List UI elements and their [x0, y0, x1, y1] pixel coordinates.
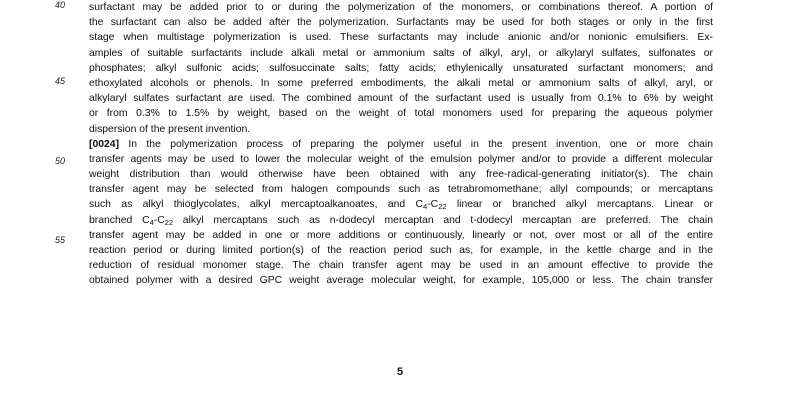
- text-line: reduction of residual monomer stage. The chain transfer agent may be used in an amount effective to provide the: [89, 260, 713, 272]
- line-number-55: 55: [55, 235, 66, 245]
- paragraph-tag: [0024]: [89, 138, 120, 150]
- text-line: reaction period or during limited portion(s) of the reaction period such as, for example, in the kettle charge and in the: [89, 245, 713, 256]
- line-number-40: 40: [55, 0, 66, 10]
- text-line: such as alkyl thioglycolates, alkyl mercaptoalkanoates, and $C_4-C_{22}$ linear or branched alkyl mercaptans. Linear or: [89, 199, 713, 212]
- text-line: branched $C_4-C_{22}$ alkyl mercaptans such as n-dodecyl mercaptan and t-dodecyl mercaptan are preferred. The chain: [89, 214, 713, 227]
- text-line: alkylaryl sulfates surfactant are used. The combined amount of the surfactant used is usually from 0.1% to 6% by weight: [89, 93, 713, 105]
- paragraph-surfactants: [89, 0, 713, 137]
- text-line: stage when multistage polymerization is used. These surfactants may include anionic and/or nonionic emulsifiers. Ex-: [89, 32, 713, 44]
- line-number-50: 50: [55, 156, 66, 166]
- text-line: surfactant may be added prior to or during the polymerization of the monomers, or combinations thereof. A portion of: [89, 2, 713, 13]
- text-line: [0024] In the polymerization process of preparing the polymer useful in the present invention, one or more chain: [89, 138, 713, 150]
- text-line: obtained polymer with a desired GPC weight average molecular weight, for example, 105,000 or less. The chain transfer: [89, 275, 713, 287]
- page-number: 5: [396, 366, 404, 378]
- text-line: dispersion of the present invention.: [89, 123, 251, 135]
- text-line: transfer agents may be used to lower the molecular weight of the emulsion polymer and/or to provide a different molecular: [89, 153, 713, 165]
- text-line: or from 0.3% to 1.5% by weight, based on the weight of total monomers used for preparing the aqueous polymer: [89, 108, 713, 120]
- text-line: transfer agent may be selected from halogen compounds such as tetrabromomethane; allyl compounds; or mercaptans: [89, 184, 713, 196]
- text-line: phosphates; alkyl sulfonic acids; sulfosuccinate salts; fatty acids; ethylenically unsaturated surfactant monomers; and: [89, 62, 713, 74]
- text-line: amples of suitable surfactants include alkali metal or ammonium salts of alkyl, aryl, or alkylaryl sulfates, sulfonates or: [89, 47, 713, 59]
- line-number-45: 45: [55, 76, 66, 86]
- paragraph-0024-chain-transfer: [89, 137, 713, 289]
- text-line: weight distribution than would otherwise have been obtained with any free-radical-generating initiator(s). The chain: [89, 169, 713, 181]
- text-line: transfer agent may be added in one or more additions or continuously, linearly or not, over most or all of the entire: [89, 229, 713, 241]
- text-line: the surfactant can also be added after the polymerization. Surfactants may be used for both stages or only in the first: [89, 17, 713, 29]
- text-line: ethoxylated alcohols or phenols. In some preferred embodiments, the alkali metal or ammonium salts of alkyl, aryl, or: [89, 77, 713, 89]
- document-body: [89, 0, 713, 289]
